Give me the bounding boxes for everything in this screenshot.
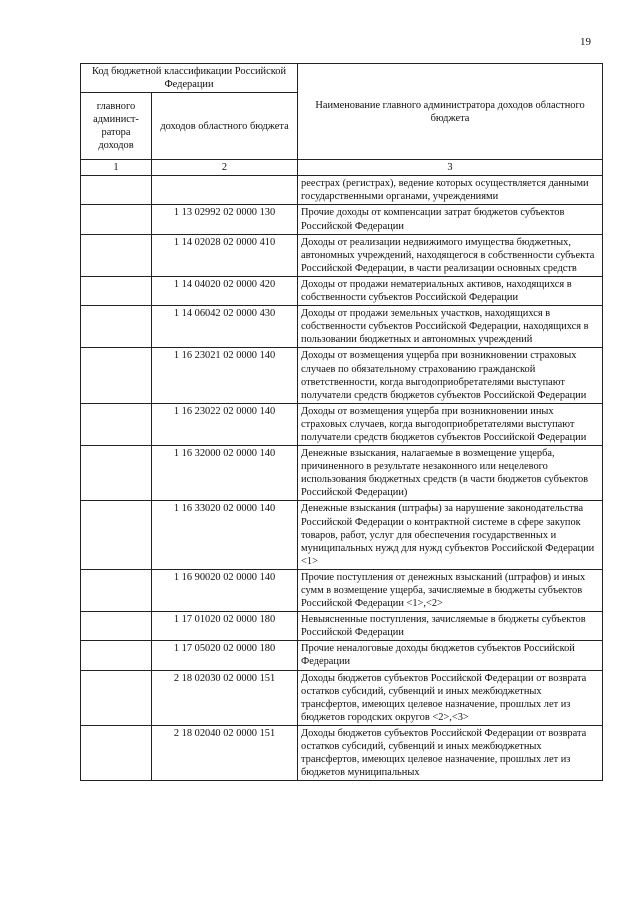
admin-code-cell <box>81 501 152 569</box>
table-row <box>81 348 603 403</box>
income-code-cell: 1 14 06042 02 0000 430 <box>152 306 298 348</box>
table-row <box>81 234 603 276</box>
income-code-cell: 1 16 23022 02 0000 140 <box>152 403 298 445</box>
header-code-cell: доходов областного бюджета <box>152 93 298 160</box>
income-code-cell: 1 16 90020 02 0000 140 <box>152 569 298 611</box>
admin-code-cell <box>81 446 152 501</box>
income-name-cell: Доходы бюджетов субъектов Российской Федерации от возврата остатков субсидий, субвенций и иных межбюджетных трансфертов, имеющих целевое назначение, прошлых лет из бюджетов муниципальных <box>298 725 603 780</box>
budget-classification-table <box>80 63 603 781</box>
table-row <box>81 276 603 305</box>
table-row <box>81 670 603 725</box>
income-code-cell: 2 18 02030 02 0000 151 <box>152 670 298 725</box>
income-name-cell: Доходы от возмещения ущерба при возникновении иных страховых случаев, когда выгодоприобретателями выступают получатели средств бюджетов субъектов Российской Федерации <box>298 403 603 445</box>
admin-code-cell <box>81 725 152 780</box>
income-code-cell <box>152 176 298 205</box>
income-name-cell: Прочие поступления от денежных взысканий (штрафов) и иных сумм в возмещение ущерба, зачисляемые в бюджеты субъектов Российской Федерации <1>,<2> <box>298 569 603 611</box>
income-code-cell: 1 17 05020 02 0000 180 <box>152 641 298 670</box>
table-row <box>81 612 603 641</box>
page-number: 19 <box>580 36 591 48</box>
income-code-cell: 1 17 01020 02 0000 180 <box>152 612 298 641</box>
income-name-cell: реестрах (регистрах), ведение которых осуществляется данными государственными органами, учреждениями <box>298 176 603 205</box>
admin-code-cell <box>81 348 152 403</box>
income-name-cell: Денежные взыскания, налагаемые в возмещение ущерба, причиненного в результате незаконного или нецелевого использования бюджетных средств (в части бюджетов субъектов Российской Федерации) <box>298 446 603 501</box>
admin-code-cell <box>81 276 152 305</box>
admin-code-cell <box>81 641 152 670</box>
income-code-cell: 1 13 02992 02 0000 130 <box>152 205 298 234</box>
income-code-cell: 1 16 23021 02 0000 140 <box>152 348 298 403</box>
table-row <box>81 176 603 205</box>
income-code-cell: 1 16 33020 02 0000 140 <box>152 501 298 569</box>
admin-code-cell <box>81 205 152 234</box>
header-group-cell: Код бюджетной классификации Российской Федерации <box>81 64 298 93</box>
column-number: 1 <box>81 160 152 176</box>
table-row <box>81 306 603 348</box>
income-code-cell: 2 18 02040 02 0000 151 <box>152 725 298 780</box>
income-code-cell: 1 16 32000 02 0000 140 <box>152 446 298 501</box>
admin-code-cell <box>81 403 152 445</box>
income-name-cell: Прочие доходы от компенсации затрат бюджетов субъектов Российской Федерации <box>298 205 603 234</box>
column-number: 2 <box>152 160 298 176</box>
admin-code-cell <box>81 670 152 725</box>
income-code-cell: 1 14 04020 02 0000 420 <box>152 276 298 305</box>
income-code-cell: 1 14 02028 02 0000 410 <box>152 234 298 276</box>
table-header-row <box>81 64 603 93</box>
income-name-cell: Невыясненные поступления, зачисляемые в бюджеты субъектов Российской Федерации <box>298 612 603 641</box>
admin-code-cell <box>81 569 152 611</box>
table-row <box>81 205 603 234</box>
table-row <box>81 403 603 445</box>
income-name-cell: Доходы бюджетов субъектов Российской Федерации от возврата остатков субсидий, субвенций и иных межбюджетных трансфертов, имеющих целевое назначение, прошлых лет из бюджетов городских округов <2>,<3> <box>298 670 603 725</box>
header-name-cell: Наименование главного администратора доходов областного бюджета <box>298 64 603 160</box>
income-name-cell: Доходы от продажи нематериальных активов, находящихся в собственности субъектов Российской Федерации <box>298 276 603 305</box>
admin-code-cell <box>81 306 152 348</box>
table-row <box>81 501 603 569</box>
income-name-cell: Доходы от реализации недвижимого имущества бюджетных, автономных учреждений, находящегося в собственности субъекта Российской Федерации, в части реализации основных средств <box>298 234 603 276</box>
column-number-row <box>81 160 603 176</box>
column-number: 3 <box>298 160 603 176</box>
income-name-cell: Доходы от возмещения ущерба при возникновении страховых случаев по обязательному страхованию гражданской ответственности, когда выгодоприобретателями выступают получатели средств бюджетов субъектов Российской Федерации <box>298 348 603 403</box>
table-row <box>81 569 603 611</box>
admin-code-cell <box>81 234 152 276</box>
table-row <box>81 446 603 501</box>
admin-code-cell <box>81 176 152 205</box>
table-row <box>81 641 603 670</box>
income-name-cell: Денежные взыскания (штрафы) за нарушение законодательства Российской Федерации о контрактной системе в сфере закупок товаров, работ, услуг для обеспечения государственных и муниципальных нужд для нужд субъектов Российской Федерации <1> <box>298 501 603 569</box>
admin-code-cell <box>81 612 152 641</box>
income-name-cell: Прочие неналоговые доходы бюджетов субъектов Российской Федерации <box>298 641 603 670</box>
header-admin-cell: главного админист- ратора доходов <box>81 93 152 160</box>
income-name-cell: Доходы от продажи земельных участков, находящихся в собственности субъектов Российской Федерации, находящихся в пользовании бюджетных и автономных учреждений <box>298 306 603 348</box>
table-row <box>81 725 603 780</box>
